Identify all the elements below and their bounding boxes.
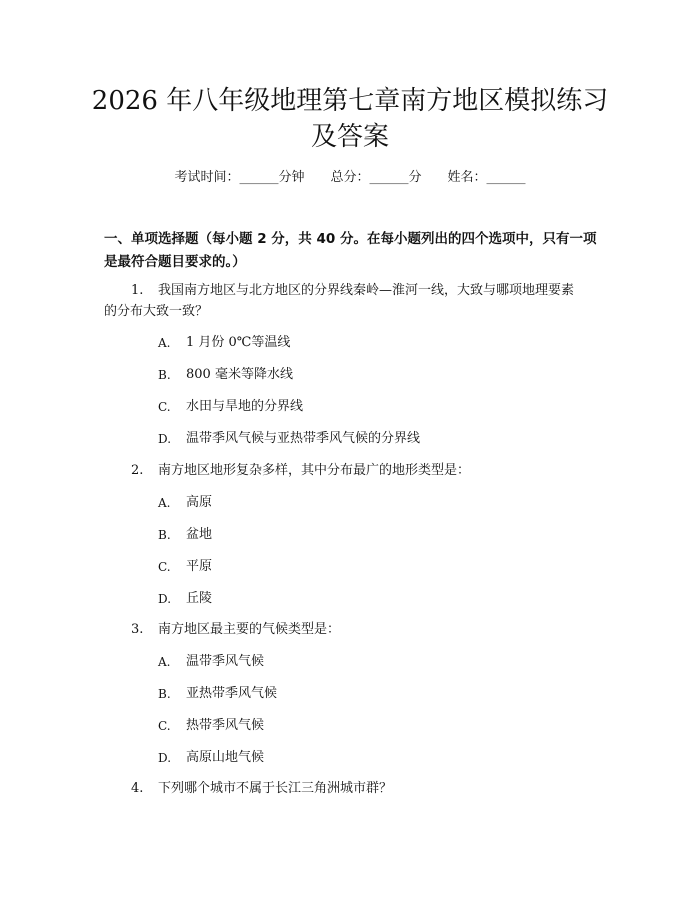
option-letter: B.: [158, 687, 171, 701]
option-text: 盆地: [186, 527, 213, 542]
option-text: 平原: [186, 559, 213, 574]
option-letter: B.: [158, 368, 171, 382]
section-heading: 一、单项选择题（每小题 2 分，共 40 分。在每小题列出的四个选项中，只有一项: [104, 231, 597, 247]
student-name-label: 姓名：______: [447, 170, 526, 185]
option-text: 丘陵: [186, 591, 213, 606]
option-text: 亚热带季风气候: [186, 686, 278, 701]
option-letter: A.: [158, 496, 171, 510]
option-text: 高原: [186, 495, 213, 510]
option-letter: C.: [158, 719, 171, 733]
question-stem: 南方地区最主要的气候类型是：: [158, 622, 341, 637]
question-number: 2.: [131, 463, 144, 478]
option-text: 1 月份 0℃等温线: [186, 335, 291, 350]
exam-time-label: 考试时间：______分钟: [174, 170, 305, 185]
page-title: 2026 年八年级地理第七章南方地区模拟练习: [91, 86, 609, 116]
question-number: 4.: [131, 781, 144, 796]
option-letter: D.: [158, 432, 172, 446]
question-stem: 南方地区地形复杂多样，其中分布最广的地形类型是：: [158, 463, 471, 478]
option-letter: D.: [158, 592, 172, 606]
question-stem-continued: 的分布大致一致？: [104, 304, 209, 319]
question-number: 3.: [131, 622, 144, 637]
option-text: 800 毫米等降水线: [186, 367, 293, 382]
option-letter: C.: [158, 400, 171, 414]
question-stem: 我国南方地区与北方地区的分界线秦岭—淮河一线，大致与哪项地理要素: [158, 283, 575, 298]
option-text: 温带季风气候与亚热带季风气候的分界线: [186, 431, 421, 446]
option-letter: A.: [158, 655, 171, 669]
option-letter: C.: [158, 560, 171, 574]
page-title-continued: 及答案: [310, 122, 389, 152]
option-text: 温带季风气候: [186, 654, 265, 669]
question-stem: 下列哪个城市不属于长江三角洲城市群？: [158, 781, 393, 796]
total-score-label: 总分：______分: [330, 170, 422, 185]
exam-meta: [0, 168, 700, 188]
option-text: 热带季风气候: [186, 718, 265, 733]
option-letter: D.: [158, 751, 172, 765]
option-letter: B.: [158, 528, 171, 542]
option-letter: A.: [158, 336, 171, 350]
option-text: 高原山地气候: [186, 750, 265, 765]
option-text: 水田与旱地的分界线: [186, 399, 304, 414]
question-number: 1.: [131, 283, 144, 298]
section-heading-continued: 是最符合题目要求的。）: [104, 254, 246, 270]
